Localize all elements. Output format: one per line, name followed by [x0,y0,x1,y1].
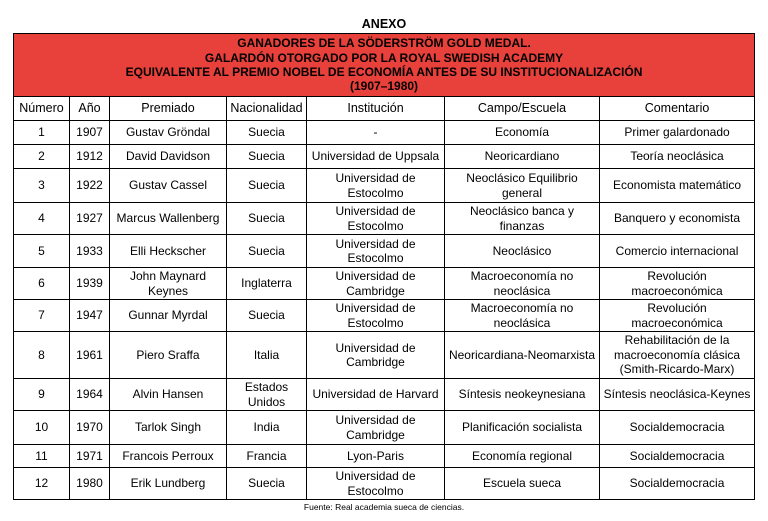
cell-anio: 1933 [70,235,110,268]
cell-comentario: Primer galardonado [600,121,755,145]
winners-table [13,33,755,500]
cell-anio: 1964 [70,379,110,411]
cell-comentario: Revolución macroeconómica [600,300,755,332]
table-header-row [14,97,755,121]
cell-comentario: Teoría neoclásica [600,145,755,169]
column-header-nacionalidad: Nacionalidad [227,97,307,121]
cell-comentario: Síntesis neoclásica-Keynes [600,379,755,411]
column-header-institucion: Institución [307,97,445,121]
cell-anio: 1980 [70,468,110,500]
source-note: Fuente: Real academia sueca de ciencias. [303,502,465,512]
cell-institucion: - [307,121,445,145]
cell-comentario: Economista matemático [600,169,755,203]
annex-title: ANEXO [361,17,407,31]
cell-campo: Neoricardiana-Neomarxista [445,332,600,379]
cell-premiado: Alvin Hansen [110,379,227,411]
cell-anio: 1961 [70,332,110,379]
table-row [14,169,755,203]
cell-comentario: Rehabilitación de la macroeconomía clásica (Smith-Ricardo-Marx) [600,332,755,379]
cell-institucion: Universidad de Estocolmo [307,235,445,268]
cell-premiado: John Maynard Keynes [110,268,227,300]
cell-campo: Planificación socialista [445,411,600,445]
cell-nacionalidad: Suecia [227,121,307,145]
cell-campo: Macroeconomía no neoclásica [445,268,600,300]
table-row [14,445,755,468]
cell-campo: Neoclásico Equilibrio general [445,169,600,203]
cell-nacionalidad: Suecia [227,300,307,332]
cell-premiado: Piero Sraffa [110,332,227,379]
cell-numero: 2 [14,145,70,169]
table-row [14,121,755,145]
cell-institucion: Universidad de Cambridge [307,411,445,445]
table-row [14,332,755,379]
cell-comentario: Socialdemocracia [600,411,755,445]
cell-comentario: Socialdemocracia [600,468,755,500]
cell-comentario: Socialdemocracia [600,445,755,468]
cell-campo: Escuela sueca [445,468,600,500]
cell-institucion: Universidad de Estocolmo [307,468,445,500]
cell-anio: 1922 [70,169,110,203]
cell-numero: 10 [14,411,70,445]
cell-campo: Economía [445,121,600,145]
cell-premiado: Gunnar Myrdal [110,300,227,332]
cell-premiado: Gustav Cassel [110,169,227,203]
cell-numero: 8 [14,332,70,379]
banner-line-4: (1907–1980) [349,79,419,94]
cell-institucion: Universidad de Harvard [307,379,445,411]
banner-line-2: GALARDÓN OTORGADO POR LA ROYAL SWEDISH ACADEMY [204,50,564,65]
cell-institucion: Universidad de Estocolmo [307,203,445,235]
cell-institucion: Universidad de Cambridge [307,332,445,379]
cell-campo: Neoclásico banca y finanzas [445,203,600,235]
banner-line-1: GANADORES DE LA SÖDERSTRÖM GOLD MEDAL. [237,36,531,51]
cell-institucion: Universidad de Cambridge [307,268,445,300]
cell-numero: 11 [14,445,70,468]
column-header-anio: Año [70,97,110,121]
cell-institucion: Universidad de Estocolmo [307,169,445,203]
cell-nacionalidad: Suecia [227,235,307,268]
cell-campo: Neoclásico [445,235,600,268]
cell-premiado: Marcus Wallenberg [110,203,227,235]
cell-nacionalidad: Estados Unidos [227,379,307,411]
cell-premiado: Tarlok Singh [110,411,227,445]
cell-anio: 1907 [70,121,110,145]
table-row [14,235,755,268]
cell-comentario: Revolución macroeconómica [600,268,755,300]
table-row [14,268,755,300]
cell-premiado: Gustav Gröndal [110,121,227,145]
cell-campo: Economía regional [445,445,600,468]
cell-campo: Neoricardiano [445,145,600,169]
cell-anio: 1947 [70,300,110,332]
cell-anio: 1939 [70,268,110,300]
column-header-premiado: Premiado [110,97,227,121]
cell-numero: 5 [14,235,70,268]
cell-anio: 1971 [70,445,110,468]
cell-institucion: Universidad de Estocolmo [307,300,445,332]
table-row [14,468,755,500]
cell-institucion: Lyon-Paris [307,445,445,468]
cell-nacionalidad: Francia [227,445,307,468]
table-banner [14,34,755,97]
cell-nacionalidad: Inglaterra [227,268,307,300]
cell-numero: 4 [14,203,70,235]
table-row [14,203,755,235]
cell-numero: 7 [14,300,70,332]
cell-campo: Síntesis neokeynesiana [445,379,600,411]
cell-numero: 9 [14,379,70,411]
cell-anio: 1970 [70,411,110,445]
cell-nacionalidad: Suecia [227,169,307,203]
cell-premiado: Francois Perroux [110,445,227,468]
cell-comentario: Comercio internacional [600,235,755,268]
cell-anio: 1912 [70,145,110,169]
table-row [14,145,755,169]
cell-comentario: Banquero y economista [600,203,755,235]
table-banner-row [14,34,755,97]
cell-premiado: Erik Lundberg [110,468,227,500]
cell-numero: 3 [14,169,70,203]
cell-premiado: Elli Heckscher [110,235,227,268]
cell-nacionalidad: India [227,411,307,445]
table-row [14,300,755,332]
cell-premiado: David Davidson [110,145,227,169]
cell-institucion: Universidad de Uppsala [307,145,445,169]
cell-numero: 6 [14,268,70,300]
table-row [14,411,755,445]
cell-anio: 1927 [70,203,110,235]
cell-nacionalidad: Suecia [227,145,307,169]
cell-campo: Macroeconomía no neoclásica [445,300,600,332]
cell-numero: 12 [14,468,70,500]
column-header-numero: Número [14,97,70,121]
cell-nacionalidad: Suecia [227,203,307,235]
column-header-comentario: Comentario [600,97,755,121]
cell-nacionalidad: Suecia [227,468,307,500]
cell-nacionalidad: Italia [227,332,307,379]
cell-numero: 1 [14,121,70,145]
banner-line-3: EQUIVALENTE AL PREMIO NOBEL DE ECONOMÍA ANTES DE SU INSTITUCIONALIZACIÓN [125,65,643,79]
column-header-campo: Campo/Escuela [445,97,600,121]
table-row [14,379,755,411]
